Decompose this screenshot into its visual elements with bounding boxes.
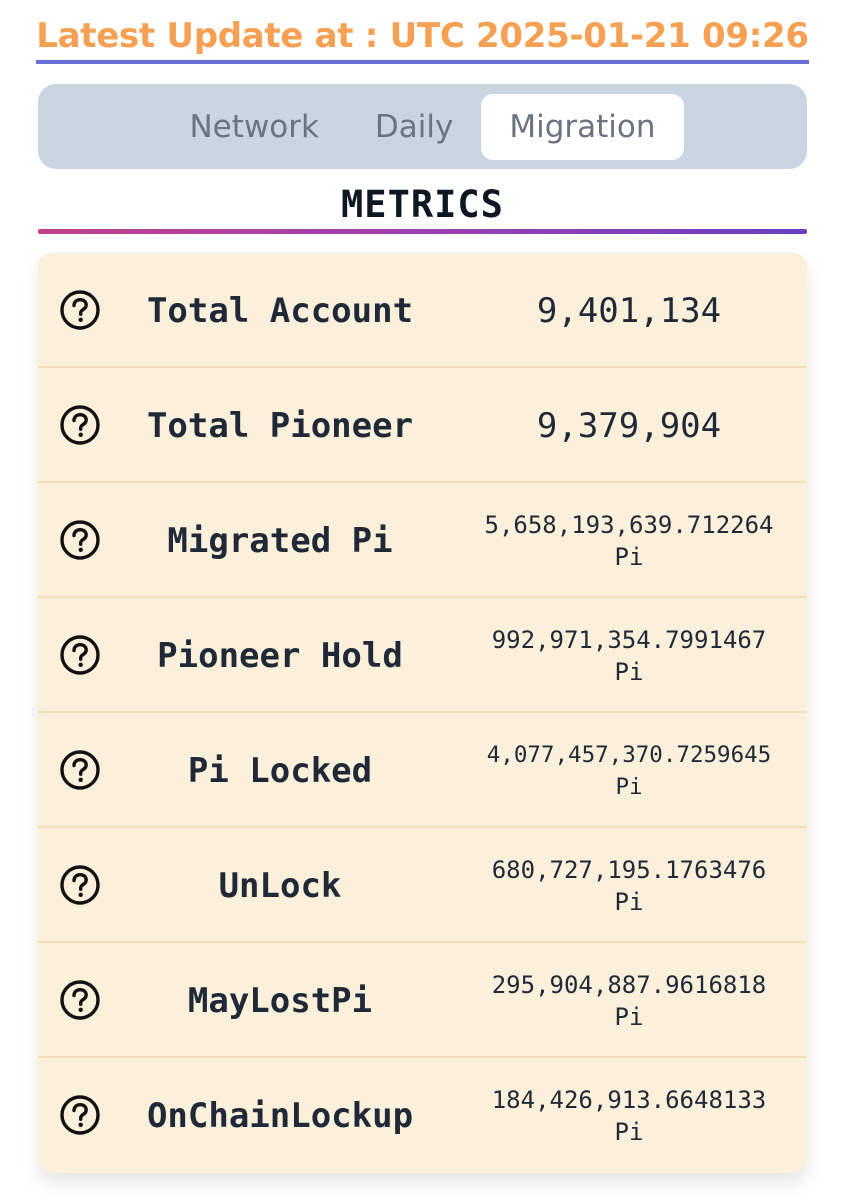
metric-unit: Pi	[614, 887, 644, 916]
metric-value	[448, 483, 807, 598]
metric-label: Pi Locked	[187, 750, 373, 791]
metric-label: Total Pioneer	[146, 405, 414, 446]
tab-migration[interactable]: Migration	[481, 94, 683, 160]
metric-row-pioneer-hold	[38, 598, 807, 713]
question-circle-icon[interactable]	[59, 979, 101, 1021]
question-circle-icon[interactable]	[59, 404, 101, 446]
metric-unit: Pi	[614, 657, 644, 686]
section-title: METRICS	[341, 183, 504, 226]
tab-network[interactable]: Network	[189, 108, 319, 145]
metric-number: 680,727,195.1763476	[491, 855, 767, 884]
metric-row-maylostpi	[38, 943, 807, 1058]
metric-unit: Pi	[614, 1002, 644, 1031]
metric-row-unlock	[38, 828, 807, 943]
metric-row-migrated-pi	[38, 483, 807, 598]
metric-label: UnLock	[218, 865, 342, 906]
header	[0, 14, 845, 64]
metric-number: 9,379,904	[536, 405, 722, 446]
tab-bar	[38, 84, 807, 169]
metric-row-pi-locked	[38, 713, 807, 828]
question-circle-icon[interactable]	[59, 289, 101, 331]
question-circle-icon[interactable]	[59, 749, 101, 791]
question-circle-icon[interactable]	[59, 1094, 101, 1136]
metric-number: 295,904,887.9616818	[491, 970, 767, 999]
metric-number: 5,658,193,639.712264	[484, 510, 774, 539]
question-circle-icon[interactable]	[59, 864, 101, 906]
metric-label: Pioneer Hold	[157, 635, 403, 676]
metric-label: Total Account	[146, 290, 414, 331]
metric-value	[448, 253, 807, 368]
question-circle-icon[interactable]	[59, 634, 101, 676]
metric-value	[448, 828, 807, 943]
metric-value	[448, 598, 807, 713]
tab-daily[interactable]: Daily	[374, 108, 454, 145]
metric-label: MayLostPi	[187, 980, 373, 1021]
metric-number: 184,426,913.6648133	[491, 1085, 767, 1114]
metric-row-total-account	[38, 253, 807, 368]
question-circle-icon[interactable]	[59, 519, 101, 561]
metric-number: 4,077,457,370.7259645	[486, 741, 772, 768]
metric-value	[448, 368, 807, 483]
metric-label: Migrated Pi	[167, 520, 393, 561]
metric-label: OnChainLockup	[146, 1095, 414, 1136]
metric-unit: Pi	[614, 542, 644, 571]
metric-value	[448, 713, 807, 828]
latest-update-link[interactable]: Latest Update at : UTC 2025-01-21 09:26	[36, 14, 809, 64]
title-divider	[38, 229, 807, 234]
metric-unit: Pi	[615, 773, 643, 800]
metric-row-onchainlockup	[38, 1058, 807, 1173]
metric-unit: Pi	[614, 1117, 644, 1146]
metrics-card	[38, 253, 807, 1173]
metric-number: 9,401,134	[536, 290, 722, 331]
metric-row-total-pioneer	[38, 368, 807, 483]
metric-value	[448, 943, 807, 1058]
metric-value	[448, 1058, 807, 1173]
metric-number: 992,971,354.7991467	[491, 625, 767, 654]
